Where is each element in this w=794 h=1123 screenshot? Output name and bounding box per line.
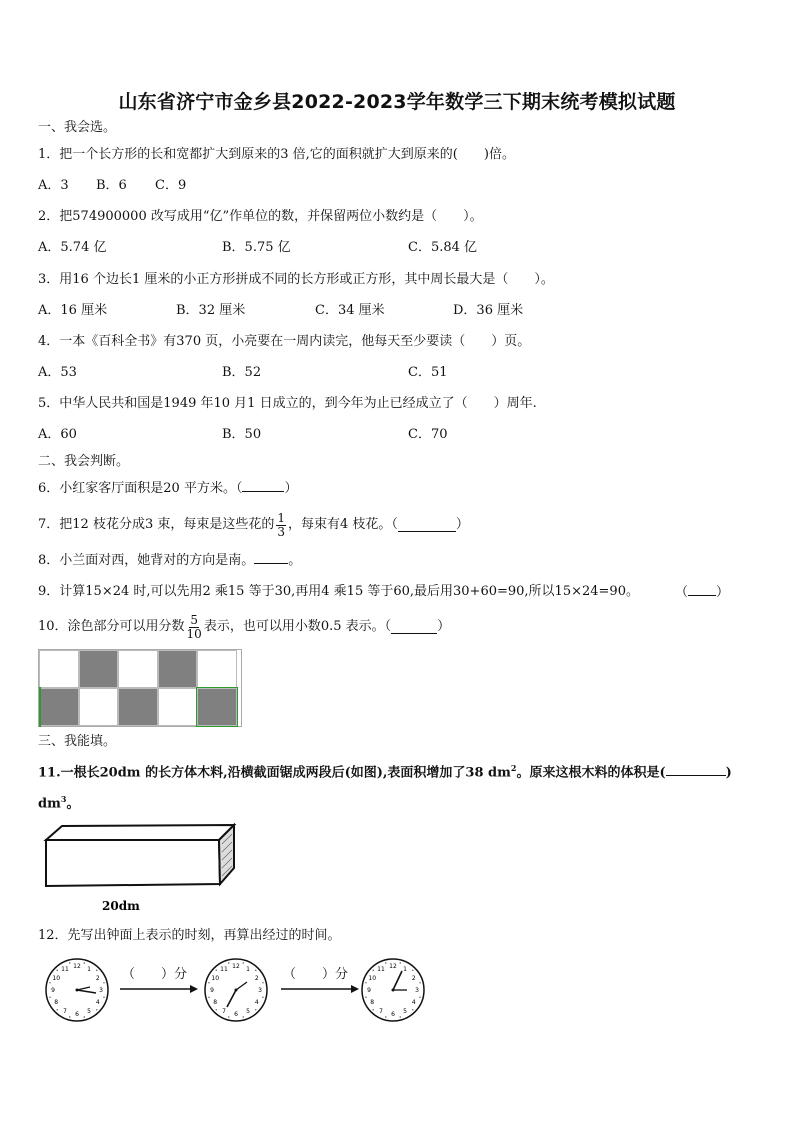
clock-numeral: 10 [368,975,377,982]
q6-text: 6．小红家客厅面积是20 平方米。（ [38,481,243,496]
clock-tick [400,1016,401,1017]
clock-tick [216,1009,217,1010]
answer-blank[interactable] [398,519,456,532]
clock-numeral: 1 [403,966,407,974]
q6-close: ） [284,481,298,496]
question-5: 5．中华人民共和国是1949 年10 月1 日成立的，到今年为止已经成立了（ ）周年. [38,396,537,411]
clock-tick [262,982,263,983]
clock-numeral: 2 [254,975,259,982]
clock-tick [255,1009,256,1010]
grid-cell-shaded [39,688,79,726]
clock-numeral: 3 [415,987,419,994]
clock-tick [243,1016,244,1017]
arrow-icon [118,983,200,995]
q7-text: 7．把12 枝花分成3 束，每束是这些花的 [38,517,275,532]
clock-center [235,989,238,992]
q11-line2 [38,790,79,813]
clock-tick [228,962,229,963]
question-2: 2．把574900000 改写成用“亿”作单位的数，并保留两位小数约是（ ）。 [38,209,483,224]
grid-cell [118,650,158,688]
q1-option-c: C．9 [155,178,187,193]
q2-option-a: A．5.74 亿 [38,240,107,255]
q3-option-d: D．36 厘米 [453,303,524,318]
clock-numeral: 5 [246,1007,250,1015]
clock-tick [49,997,50,998]
clock-tick [96,970,97,971]
arrow-icon [279,983,361,995]
selection-edge [39,687,41,727]
clock-numeral: 9 [210,987,214,994]
arrow-label-1: （ ）分 [122,967,188,982]
q1-option-a: A．3 [38,178,69,193]
clock-numeral: 4 [254,999,259,1006]
q3-option-b: B．32 厘米 [176,303,246,318]
clock-tick [400,962,401,963]
q2-option-b: B．5.75 亿 [222,240,291,255]
fraction-numerator: 5 [190,612,198,627]
answer-blank[interactable] [688,583,716,596]
q5-option-c: C．70 [408,427,448,442]
clock-numeral: 10 [211,975,220,982]
question-6 [38,479,297,498]
question-9: 9．计算15×24 时,可以先用2 乘15 等于30,再用4 乘15 等于60,最后用30+60=90,所以15×24=90。 [38,584,639,599]
q11-unit: dm [38,796,61,812]
clock-tick [84,962,85,963]
fraction-denominator: 3 [277,524,285,539]
q11-text-post: 。原来这根木料的体积是( [516,765,666,781]
clock-tick [216,970,217,971]
fraction-five-tenths [187,614,202,641]
q3-option-c: C．34 厘米 [315,303,385,318]
selection-box [196,687,238,727]
clock-tick [57,970,58,971]
q10-text: 10．涂色部分可以用分数 [38,619,185,634]
q10-text-post: 表示，也可以用小数0.5 表示。（ [203,619,392,634]
question-10 [38,608,450,646]
clock-face-2 [203,957,269,1023]
clock-center [76,989,79,992]
clock-tick [57,1009,58,1010]
clock-numeral: 4 [95,999,100,1006]
q11-text: 11.一根长20dm 的长方体木料,沿横截面锯成两段后(如图),表面积增加了38 dm [38,765,511,781]
grid-cell [197,650,237,688]
q9-close: ） [716,585,730,600]
q2-option-c: C．5.84 亿 [408,240,478,255]
clock-tick [385,1016,386,1017]
clock-tick [69,1016,70,1017]
clock-tick [365,982,366,983]
clock-face-1 [44,957,110,1023]
clock-numeral: 12 [389,963,397,970]
question-4: 4．一本《百科全书》有370 页，小亮要在一周内读完，他每天至少要读（ ）页。 [38,334,531,349]
question-1: 1．把一个长方形的长和宽都扩大到原来的3 倍,它的面积就扩大到原来的( )倍。 [38,147,515,162]
clock-numeral: 11 [377,966,385,974]
answer-blank[interactable] [254,551,288,564]
clock-tick [69,962,70,963]
fraction-one-third [276,512,286,539]
section-heading-1: 一、我会选。 [38,120,117,135]
clock-numeral: 3 [99,987,103,994]
q3-option-a: A．16 厘米 [38,303,108,318]
cuboid-length-label: 20dm [102,899,140,913]
clock-numeral: 7 [222,1007,226,1015]
clock-numeral: 8 [213,999,218,1006]
clock-numeral: 12 [232,963,240,970]
q8-close: 。 [288,553,302,568]
clock-tick [412,970,413,971]
clock-tick [49,982,50,983]
answer-blank[interactable] [666,763,726,776]
clock-tick [419,982,420,983]
clock-tick [373,970,374,971]
clock-numeral: 2 [95,975,100,982]
fraction-numerator: 1 [277,510,285,525]
grid-cell [158,688,198,726]
clock-tick [262,997,263,998]
answer-blank[interactable] [391,621,437,634]
q9-open: （ [675,585,689,600]
clock-numeral: 1 [246,966,250,974]
section-heading-3: 三、我能填。 [38,734,117,749]
arrow-label-2: （ ）分 [283,967,349,982]
clock-numeral: 5 [87,1007,91,1015]
fraction-denominator: 10 [186,626,202,641]
grid-cell-shaded [158,650,198,688]
answer-blank[interactable] [242,479,284,492]
q5-option-a: A．60 [38,427,77,442]
clock-center [392,989,395,992]
clock-numeral: 11 [61,966,69,974]
grid-cell [79,688,119,726]
cuboid-figure [38,820,248,916]
clock-tick [228,1016,229,1017]
clock-tick [419,997,420,998]
clock-tick [208,997,209,998]
clock-tick [412,1009,413,1010]
clock-numeral: 9 [51,987,55,994]
clock-numeral: 5 [403,1007,407,1015]
clock-numeral: 11 [220,966,228,974]
clock-numeral: 8 [54,999,59,1006]
clock-numeral: 9 [367,987,371,994]
page-title: 山东省济宁市金乡县2022-2023学年数学三下期末统考模拟试题 [118,91,676,113]
q4-option-a: A．53 [38,365,77,380]
clock-tick [373,1009,374,1010]
clock-tick [255,970,256,971]
clock-numeral: 3 [258,987,262,994]
q10-close: ） [437,619,451,634]
q7-text-post: ，每束有4 枝花。（ [288,517,398,532]
cuboid-front-face [46,840,220,886]
clock-numeral: 8 [370,999,375,1006]
question-11 [38,759,732,782]
question-7 [38,508,469,542]
question-12: 12．先写出钟面上表示的时刻，再算出经过的时间。 [38,928,341,943]
clock-tick [208,982,209,983]
clock-tick [365,997,366,998]
grid-cell-shaded [118,688,158,726]
q4-option-c: C．51 [408,365,448,380]
grid-cell-shaded [79,650,119,688]
clock-numeral: 4 [411,999,416,1006]
q11-end: 。 [66,796,80,812]
q4-option-b: B．52 [222,365,262,380]
question-8 [38,551,301,570]
clock-tick [84,1016,85,1017]
clock-numeral: 6 [75,1011,79,1018]
clock-tick [103,997,104,998]
clock-numeral: 6 [234,1011,238,1018]
clock-numeral: 12 [73,963,81,970]
clock-numeral: 7 [63,1007,67,1015]
clock-tick [96,1009,97,1010]
clock-numeral: 10 [52,975,61,982]
q8-text: 8．小兰面对西，她背对的方向是南。 [38,553,255,568]
q9-answer [675,583,729,602]
clock-numeral: 2 [411,975,416,982]
q5-option-b: B．50 [222,427,262,442]
clock-numeral: 1 [87,966,91,974]
q7-close: ） [455,517,469,532]
superscript: 3 [60,794,67,804]
grid-cell [39,650,79,688]
q11-close: ) [725,765,732,781]
section-heading-2: 二、我会判断。 [38,454,130,469]
clock-tick [243,962,244,963]
shaded-grid-figure [38,649,242,727]
clock-face-3 [360,957,426,1023]
clock-tick [385,962,386,963]
clock-numeral: 7 [379,1007,383,1015]
q1-option-b: B．6 [96,178,127,193]
clock-tick [103,982,104,983]
cuboid-top-face [46,825,234,840]
clock-numeral: 6 [391,1011,395,1018]
superscript: 2 [510,763,517,773]
question-3: 3．用16 个边长1 厘米的小正方形拼成不同的长方形或正方形，其中周长最大是（ ）。 [38,272,554,287]
